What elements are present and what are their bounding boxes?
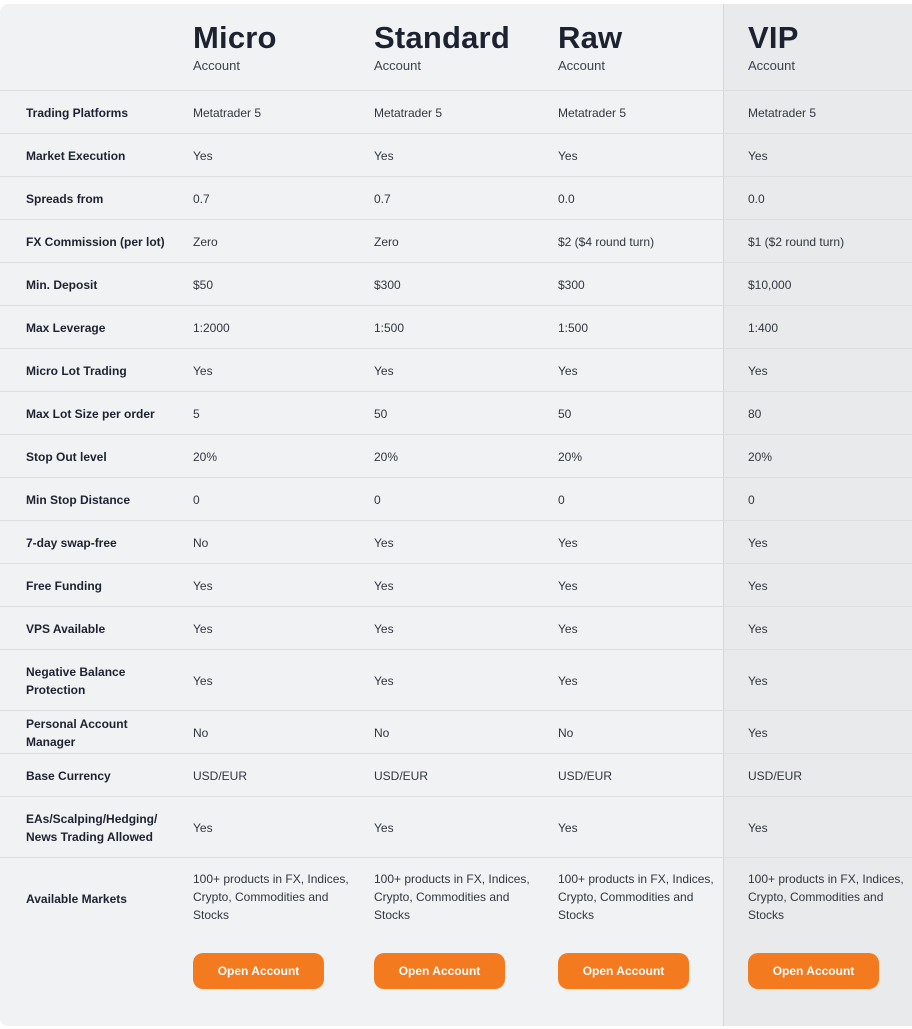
- row-label: Min. Deposit: [26, 277, 98, 292]
- table-header: [0, 4, 912, 90]
- row-value: Metatrader 5: [374, 105, 443, 120]
- row-value: Yes: [374, 578, 394, 593]
- row-value: 0.7: [374, 191, 391, 206]
- row-value: 80: [748, 406, 762, 421]
- row-value: Yes: [748, 535, 768, 550]
- row-value: Yes: [193, 621, 213, 636]
- row-value: 1:500: [558, 320, 589, 335]
- table-row: [0, 796, 912, 858]
- plan-name: Raw: [558, 20, 623, 55]
- row-value: 5: [193, 406, 200, 421]
- row-value: No: [374, 725, 390, 740]
- open-account-standard-button[interactable]: Open Account: [374, 953, 505, 989]
- row-value: USD/EUR: [558, 768, 613, 783]
- row-value: $10,000: [748, 277, 792, 292]
- row-label: Base Currency: [26, 768, 111, 783]
- plan-name: VIP: [748, 20, 799, 55]
- row-label: Negative Balance Protection: [26, 664, 126, 697]
- row-label: Max Leverage: [26, 320, 106, 335]
- open-account-micro-button[interactable]: Open Account: [193, 953, 324, 989]
- row-value: Yes: [558, 578, 578, 593]
- row-value: Zero: [374, 234, 399, 249]
- table-row: [0, 305, 912, 349]
- row-label: Max Lot Size per order: [26, 406, 155, 421]
- row-value: Yes: [374, 621, 394, 636]
- row-value: $50: [193, 277, 214, 292]
- row-label: Spreads from: [26, 191, 104, 206]
- row-value: 20%: [748, 449, 773, 464]
- table-row: [0, 133, 912, 177]
- table-row: [0, 710, 912, 754]
- open-account-vip-button[interactable]: Open Account: [748, 953, 879, 989]
- row-value: Yes: [193, 363, 213, 378]
- table-row: [0, 348, 912, 392]
- row-value: Yes: [193, 673, 213, 688]
- row-value: 20%: [558, 449, 583, 464]
- row-value: 100+ products in FX, Indices, Crypto, Commodities and Stocks: [374, 872, 530, 922]
- row-value: Metatrader 5: [193, 105, 262, 120]
- row-value: 20%: [193, 449, 218, 464]
- row-value: 1:500: [374, 320, 405, 335]
- row-value: 20%: [374, 449, 399, 464]
- row-value: Zero: [193, 234, 218, 249]
- row-value: 0.7: [193, 191, 210, 206]
- row-label: Market Execution: [26, 148, 126, 163]
- row-value: 100+ products in FX, Indices, Crypto, Commodities and Stocks: [193, 872, 349, 922]
- row-label: EAs/Scalping/Hedging/ News Trading Allowed: [26, 811, 158, 844]
- row-value: 0.0: [558, 191, 575, 206]
- row-label: Min Stop Distance: [26, 492, 131, 507]
- table-row: [0, 219, 912, 263]
- row-value: 50: [374, 406, 388, 421]
- account-comparison-table: [0, 4, 912, 1026]
- table-row: [0, 434, 912, 478]
- row-value: 0: [748, 492, 755, 507]
- row-value: Yes: [748, 148, 768, 163]
- row-value: Yes: [374, 535, 394, 550]
- plan-header-vip: [748, 20, 799, 73]
- row-value: Yes: [558, 673, 578, 688]
- table-row: [0, 262, 912, 306]
- row-value: $300: [374, 277, 401, 292]
- row-value: 100+ products in FX, Indices, Crypto, Commodities and Stocks: [748, 872, 904, 922]
- row-value: Yes: [748, 725, 768, 740]
- row-value: Yes: [374, 673, 394, 688]
- row-value: $300: [558, 277, 585, 292]
- row-value: 0: [193, 492, 200, 507]
- row-label: Available Markets: [26, 892, 127, 906]
- row-label: 7-day swap-free: [26, 535, 117, 550]
- table-row: [0, 90, 912, 134]
- row-label: Trading Platforms: [26, 105, 129, 120]
- row-value: 50: [558, 406, 572, 421]
- row-value: Yes: [374, 148, 394, 163]
- open-account-raw-button[interactable]: Open Account: [558, 953, 689, 989]
- row-label: FX Commission (per lot): [26, 234, 165, 249]
- row-label: Stop Out level: [26, 449, 107, 464]
- row-value: No: [193, 725, 209, 740]
- row-value: 100+ products in FX, Indices, Crypto, Commodities and Stocks: [558, 872, 714, 922]
- row-value: No: [558, 725, 574, 740]
- table-row: [0, 753, 912, 797]
- row-value: 1:2000: [193, 320, 230, 335]
- row-label: VPS Available: [26, 621, 106, 636]
- row-value: Yes: [748, 621, 768, 636]
- row-value: Yes: [558, 621, 578, 636]
- table-row: [0, 857, 912, 1018]
- row-value: Yes: [374, 363, 394, 378]
- row-label: Personal Account Manager: [26, 716, 128, 749]
- row-label: Micro Lot Trading: [26, 363, 127, 378]
- row-value: Yes: [748, 578, 768, 593]
- plan-name: Standard: [374, 20, 510, 55]
- row-value: 0: [374, 492, 381, 507]
- row-value: Yes: [558, 363, 578, 378]
- row-value: Yes: [748, 363, 768, 378]
- row-value: 0.0: [748, 191, 765, 206]
- table-row: [0, 563, 912, 607]
- row-value: USD/EUR: [374, 768, 429, 783]
- row-value: Yes: [748, 673, 768, 688]
- plan-header-micro: [193, 20, 277, 73]
- row-value: Yes: [374, 820, 394, 835]
- row-value: $2 ($4 round turn): [558, 234, 655, 249]
- row-value: USD/EUR: [748, 768, 803, 783]
- row-value: 1:400: [748, 320, 779, 335]
- row-value: Metatrader 5: [558, 105, 627, 120]
- row-value: 0: [558, 492, 565, 507]
- row-value: No: [193, 535, 209, 550]
- row-value: Yes: [558, 535, 578, 550]
- row-value: Yes: [748, 820, 768, 835]
- row-value: Yes: [558, 148, 578, 163]
- table-row: [0, 391, 912, 435]
- row-value: $1 ($2 round turn): [748, 234, 845, 249]
- plan-header-raw: [558, 20, 622, 73]
- row-value: USD/EUR: [193, 768, 248, 783]
- row-value: Yes: [193, 578, 213, 593]
- plan-subtitle: Account: [374, 58, 421, 73]
- row-value: Yes: [558, 820, 578, 835]
- table-row: [0, 649, 912, 711]
- plan-subtitle: Account: [193, 58, 240, 73]
- plan-subtitle: Account: [558, 58, 605, 73]
- plan-subtitle: Account: [748, 58, 795, 73]
- row-value: Metatrader 5: [748, 105, 817, 120]
- row-value: Yes: [193, 820, 213, 835]
- table-row: [0, 520, 912, 564]
- row-label: Free Funding: [26, 578, 102, 593]
- plan-header-standard: [374, 20, 510, 73]
- row-value: Yes: [193, 148, 213, 163]
- table-row: [0, 176, 912, 220]
- plan-name: Micro: [193, 20, 277, 55]
- table-row: [0, 606, 912, 650]
- table-row: [0, 477, 912, 521]
